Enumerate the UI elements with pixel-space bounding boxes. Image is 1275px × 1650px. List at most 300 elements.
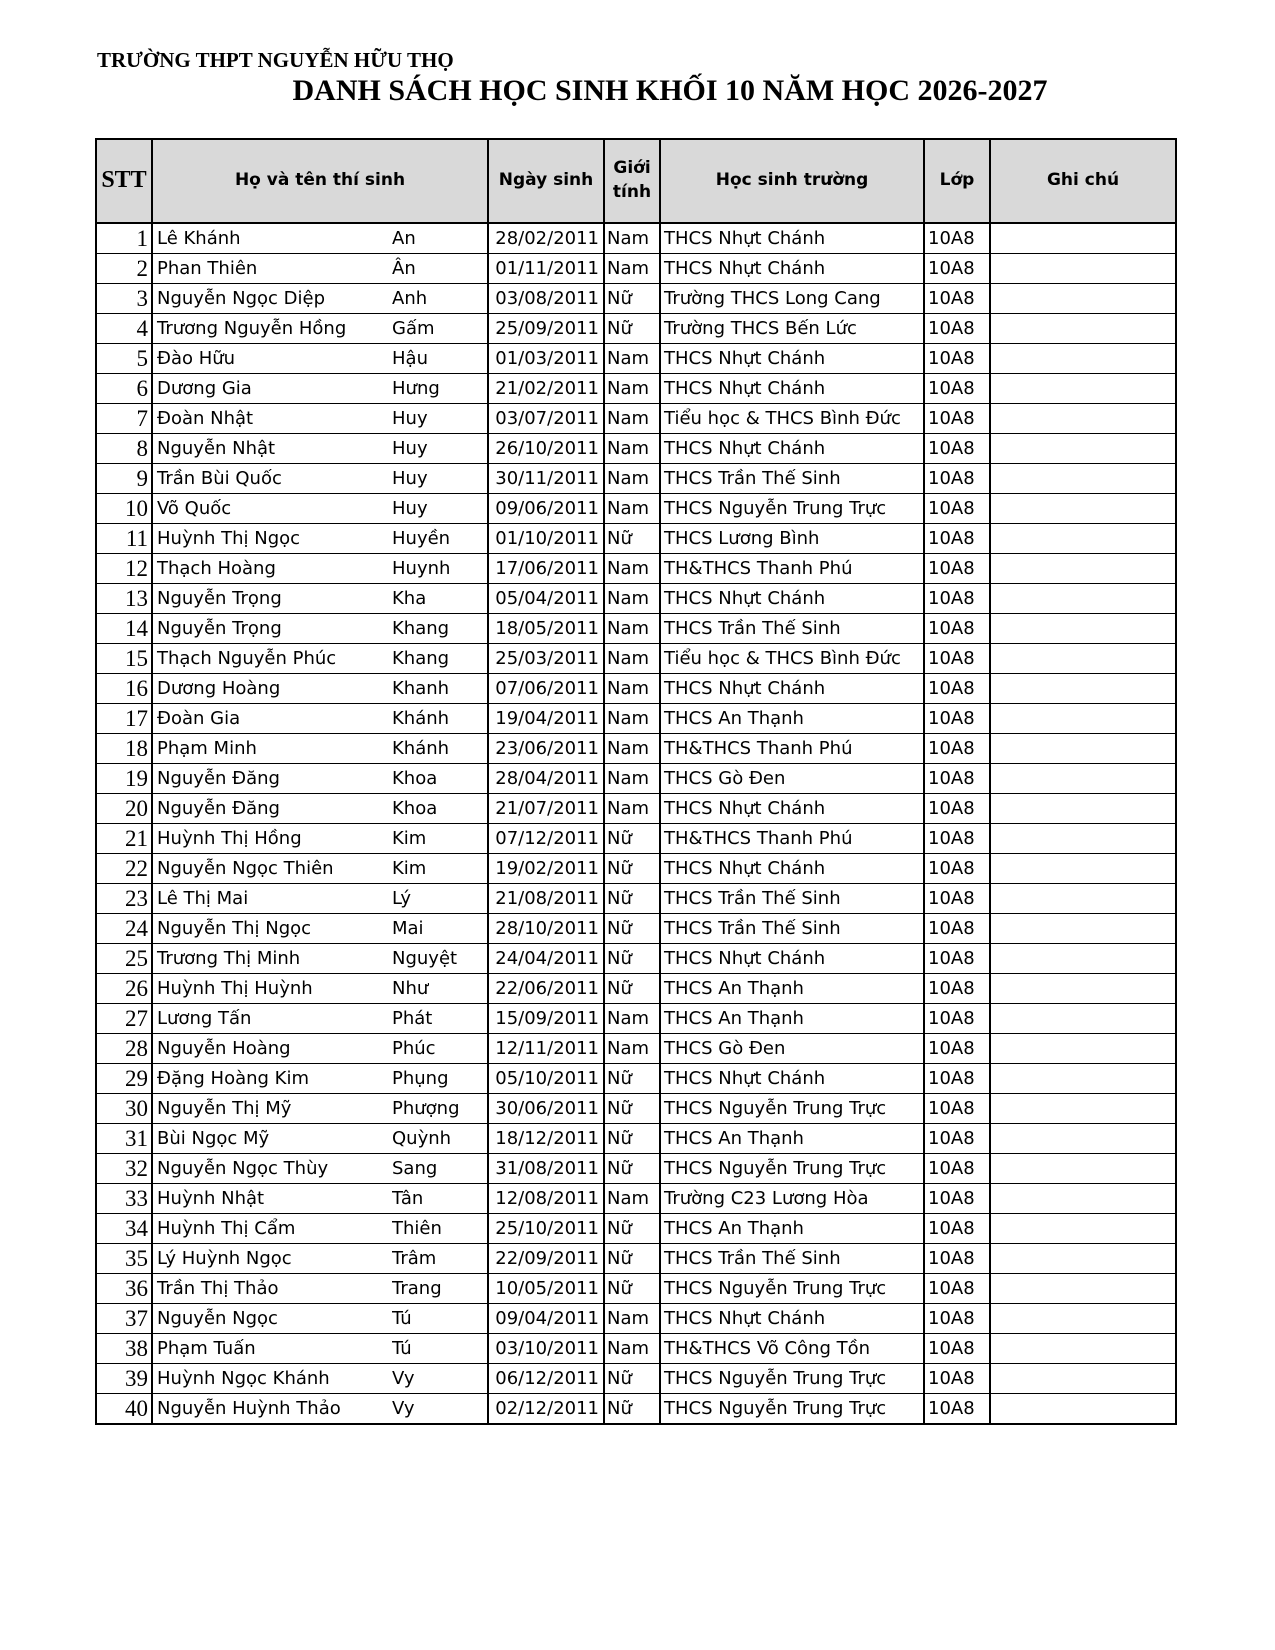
cell-first-name: Kim	[392, 854, 488, 884]
table-row	[96, 254, 1176, 284]
table-row	[96, 1034, 1176, 1064]
cell-gender: Nam	[604, 254, 660, 284]
cell-gender: Nam	[604, 464, 660, 494]
cell-class: 10A8	[924, 314, 990, 344]
cell-class: 10A8	[924, 974, 990, 1004]
cell-gender: Nữ	[604, 974, 660, 1004]
cell-note	[990, 524, 1176, 554]
cell-stt: 6	[96, 374, 152, 404]
cell-previous-school: THCS Trần Thế Sinh	[660, 464, 924, 494]
cell-date-of-birth: 05/04/2011	[488, 584, 604, 614]
cell-date-of-birth: 01/03/2011	[488, 344, 604, 374]
table-row	[96, 1274, 1176, 1304]
cell-date-of-birth: 17/06/2011	[488, 554, 604, 584]
cell-gender: Nam	[604, 764, 660, 794]
cell-note	[990, 494, 1176, 524]
cell-note	[990, 344, 1176, 374]
table-row	[96, 464, 1176, 494]
cell-date-of-birth: 09/04/2011	[488, 1304, 604, 1334]
cell-gender: Nữ	[604, 1124, 660, 1154]
cell-first-name: Nguyệt	[392, 944, 488, 974]
document-title: DANH SÁCH HỌC SINH KHỐI 10 NĂM HỌC 2026-2027	[292, 74, 1048, 107]
table-row	[96, 734, 1176, 764]
cell-note	[990, 1304, 1176, 1334]
cell-date-of-birth: 07/12/2011	[488, 824, 604, 854]
cell-class: 10A8	[924, 644, 990, 674]
cell-first-name: Gấm	[392, 314, 488, 344]
cell-note	[990, 944, 1176, 974]
cell-date-of-birth: 26/10/2011	[488, 434, 604, 464]
cell-last-name: Nguyễn Ngọc Thiên	[152, 854, 392, 884]
cell-gender: Nam	[604, 223, 660, 254]
cell-previous-school: THCS An Thạnh	[660, 1214, 924, 1244]
table-row	[96, 704, 1176, 734]
cell-first-name: Tân	[392, 1184, 488, 1214]
cell-class: 10A8	[924, 404, 990, 434]
cell-previous-school: THCS Lương Bình	[660, 524, 924, 554]
cell-previous-school: THCS Gò Đen	[660, 764, 924, 794]
cell-class: 10A8	[924, 1244, 990, 1274]
cell-date-of-birth: 21/02/2011	[488, 374, 604, 404]
table-row	[96, 524, 1176, 554]
cell-last-name: Đào Hữu	[152, 344, 392, 374]
student-list-table	[95, 138, 1177, 1425]
cell-class: 10A8	[924, 464, 990, 494]
cell-previous-school: TH&THCS Thanh Phú	[660, 554, 924, 584]
cell-date-of-birth: 15/09/2011	[488, 1004, 604, 1034]
cell-stt: 23	[96, 884, 152, 914]
cell-last-name: Nguyễn Thị Mỹ	[152, 1094, 392, 1124]
cell-stt: 27	[96, 1004, 152, 1034]
table-row	[96, 764, 1176, 794]
cell-gender: Nam	[604, 1184, 660, 1214]
cell-date-of-birth: 18/12/2011	[488, 1124, 604, 1154]
cell-class: 10A8	[924, 674, 990, 704]
cell-gender: Nữ	[604, 1154, 660, 1184]
cell-stt: 20	[96, 794, 152, 824]
cell-last-name: Đoàn Gia	[152, 704, 392, 734]
table-row	[96, 284, 1176, 314]
cell-gender: Nam	[604, 704, 660, 734]
cell-note	[990, 1334, 1176, 1364]
table-row	[96, 614, 1176, 644]
cell-class: 10A8	[924, 734, 990, 764]
cell-last-name: Nguyễn Đăng	[152, 794, 392, 824]
cell-first-name: Kha	[392, 584, 488, 614]
cell-last-name: Lương Tấn	[152, 1004, 392, 1034]
cell-first-name: Kim	[392, 824, 488, 854]
cell-previous-school: THCS Nguyễn Trung Trực	[660, 1394, 924, 1425]
cell-first-name: Trang	[392, 1274, 488, 1304]
table-row	[96, 404, 1176, 434]
cell-last-name: Thạch Hoàng	[152, 554, 392, 584]
cell-class: 10A8	[924, 254, 990, 284]
cell-last-name: Dương Gia	[152, 374, 392, 404]
cell-class: 10A8	[924, 284, 990, 314]
cell-first-name: An	[392, 223, 488, 254]
cell-gender: Nữ	[604, 1274, 660, 1304]
cell-note	[990, 1124, 1176, 1154]
cell-gender: Nữ	[604, 914, 660, 944]
cell-date-of-birth: 18/05/2011	[488, 614, 604, 644]
table-row	[96, 1334, 1176, 1364]
cell-class: 10A8	[924, 1214, 990, 1244]
cell-gender: Nam	[604, 554, 660, 584]
cell-previous-school: Tiểu học & THCS Bình Đức	[660, 404, 924, 434]
header-full-name: Họ và tên thí sinh	[152, 139, 488, 223]
cell-gender: Nam	[604, 734, 660, 764]
table-row	[96, 794, 1176, 824]
table-row	[96, 374, 1176, 404]
table-row	[96, 434, 1176, 464]
cell-date-of-birth: 07/06/2011	[488, 674, 604, 704]
cell-last-name: Bùi Ngọc Mỹ	[152, 1124, 392, 1154]
cell-last-name: Nguyễn Trọng	[152, 584, 392, 614]
cell-first-name: Huy	[392, 494, 488, 524]
cell-first-name: Huy	[392, 464, 488, 494]
cell-stt: 36	[96, 1274, 152, 1304]
header-date-of-birth: Ngày sinh	[488, 139, 604, 223]
table-row	[96, 1244, 1176, 1274]
cell-stt: 22	[96, 854, 152, 884]
cell-previous-school: THCS An Thạnh	[660, 1004, 924, 1034]
cell-last-name: Đoàn Nhật	[152, 404, 392, 434]
cell-previous-school: Trường THCS Long Cang	[660, 284, 924, 314]
cell-class: 10A8	[924, 884, 990, 914]
cell-gender: Nam	[604, 674, 660, 704]
header-gender-line1: Giới	[613, 158, 651, 179]
header-gender	[604, 139, 660, 223]
cell-previous-school: THCS Nhựt Chánh	[660, 794, 924, 824]
cell-stt: 1	[96, 223, 152, 254]
cell-class: 10A8	[924, 1334, 990, 1364]
cell-stt: 13	[96, 584, 152, 614]
cell-note	[990, 794, 1176, 824]
table-row	[96, 914, 1176, 944]
cell-class: 10A8	[924, 1064, 990, 1094]
cell-stt: 12	[96, 554, 152, 584]
cell-first-name: Vy	[392, 1394, 488, 1425]
table-row	[96, 854, 1176, 884]
cell-stt: 17	[96, 704, 152, 734]
cell-stt: 10	[96, 494, 152, 524]
table-row	[96, 314, 1176, 344]
cell-stt: 25	[96, 944, 152, 974]
cell-last-name: Nguyễn Trọng	[152, 614, 392, 644]
cell-class: 10A8	[924, 1364, 990, 1394]
cell-gender: Nam	[604, 1034, 660, 1064]
cell-class: 10A8	[924, 1394, 990, 1425]
cell-note	[990, 614, 1176, 644]
cell-gender: Nam	[604, 644, 660, 674]
cell-gender: Nam	[604, 434, 660, 464]
cell-stt: 9	[96, 464, 152, 494]
cell-last-name: Lê Thị Mai	[152, 884, 392, 914]
cell-gender: Nam	[604, 1004, 660, 1034]
cell-note	[990, 914, 1176, 944]
table-row	[96, 1064, 1176, 1094]
cell-class: 10A8	[924, 1034, 990, 1064]
cell-date-of-birth: 25/03/2011	[488, 644, 604, 674]
cell-stt: 35	[96, 1244, 152, 1274]
cell-date-of-birth: 09/06/2011	[488, 494, 604, 524]
cell-date-of-birth: 30/06/2011	[488, 1094, 604, 1124]
cell-first-name: Anh	[392, 284, 488, 314]
header-note: Ghi chú	[990, 139, 1176, 223]
cell-stt: 38	[96, 1334, 152, 1364]
cell-gender: Nam	[604, 404, 660, 434]
cell-first-name: Trâm	[392, 1244, 488, 1274]
cell-last-name: Huỳnh Thị Hồng	[152, 824, 392, 854]
header-gender-line2: tính	[612, 182, 652, 202]
cell-previous-school: THCS Nhựt Chánh	[660, 374, 924, 404]
cell-gender: Nam	[604, 1304, 660, 1334]
cell-first-name: Hậu	[392, 344, 488, 374]
table-row	[96, 223, 1176, 254]
cell-first-name: Vy	[392, 1364, 488, 1394]
cell-note	[990, 434, 1176, 464]
table-row	[96, 344, 1176, 374]
cell-note	[990, 764, 1176, 794]
cell-class: 10A8	[924, 554, 990, 584]
cell-stt: 14	[96, 614, 152, 644]
cell-gender: Nữ	[604, 524, 660, 554]
cell-stt: 26	[96, 974, 152, 1004]
cell-stt: 3	[96, 284, 152, 314]
cell-last-name: Huỳnh Thị Cẩm	[152, 1214, 392, 1244]
cell-note	[990, 1214, 1176, 1244]
cell-last-name: Võ Quốc	[152, 494, 392, 524]
cell-note	[990, 974, 1176, 1004]
cell-gender: Nam	[604, 374, 660, 404]
cell-first-name: Khang	[392, 614, 488, 644]
cell-stt: 4	[96, 314, 152, 344]
cell-previous-school: Tiểu học & THCS Bình Đức	[660, 644, 924, 674]
cell-date-of-birth: 28/04/2011	[488, 764, 604, 794]
cell-gender: Nữ	[604, 1244, 660, 1274]
cell-gender: Nữ	[604, 884, 660, 914]
cell-gender: Nữ	[604, 1394, 660, 1425]
cell-class: 10A8	[924, 1124, 990, 1154]
table-row	[96, 1004, 1176, 1034]
cell-previous-school: THCS Nhựt Chánh	[660, 344, 924, 374]
cell-previous-school: THCS Nhựt Chánh	[660, 434, 924, 464]
cell-stt: 39	[96, 1364, 152, 1394]
cell-date-of-birth: 22/06/2011	[488, 974, 604, 1004]
cell-last-name: Phạm Minh	[152, 734, 392, 764]
cell-last-name: Nguyễn Hoàng	[152, 1034, 392, 1064]
cell-gender: Nữ	[604, 1364, 660, 1394]
cell-date-of-birth: 25/09/2011	[488, 314, 604, 344]
cell-date-of-birth: 28/02/2011	[488, 223, 604, 254]
cell-stt: 21	[96, 824, 152, 854]
cell-last-name: Trần Thị Thảo	[152, 1274, 392, 1304]
cell-previous-school: THCS Nguyễn Trung Trực	[660, 1364, 924, 1394]
cell-class: 10A8	[924, 944, 990, 974]
cell-class: 10A8	[924, 614, 990, 644]
cell-last-name: Trương Thị Minh	[152, 944, 392, 974]
table-row	[96, 1184, 1176, 1214]
cell-note	[990, 374, 1176, 404]
cell-class: 10A8	[924, 434, 990, 464]
cell-note	[990, 734, 1176, 764]
table-row	[96, 974, 1176, 1004]
cell-first-name: Huynh	[392, 554, 488, 584]
cell-note	[990, 644, 1176, 674]
cell-last-name: Nguyễn Huỳnh Thảo	[152, 1394, 392, 1425]
cell-first-name: Khánh	[392, 734, 488, 764]
cell-previous-school: TH&THCS Thanh Phú	[660, 734, 924, 764]
cell-last-name: Huỳnh Nhật	[152, 1184, 392, 1214]
cell-class: 10A8	[924, 854, 990, 884]
table-row	[96, 674, 1176, 704]
cell-previous-school: THCS Nguyễn Trung Trực	[660, 1154, 924, 1184]
cell-note	[990, 674, 1176, 704]
cell-class: 10A8	[924, 914, 990, 944]
cell-first-name: Như	[392, 974, 488, 1004]
cell-note	[990, 1394, 1176, 1425]
cell-previous-school: THCS An Thạnh	[660, 1124, 924, 1154]
cell-previous-school: THCS Trần Thế Sinh	[660, 614, 924, 644]
cell-date-of-birth: 12/08/2011	[488, 1184, 604, 1214]
cell-note	[990, 1064, 1176, 1094]
cell-date-of-birth: 10/05/2011	[488, 1274, 604, 1304]
cell-first-name: Phát	[392, 1004, 488, 1034]
cell-previous-school: TH&THCS Võ Công Tồn	[660, 1334, 924, 1364]
cell-first-name: Khoa	[392, 764, 488, 794]
cell-first-name: Thiên	[392, 1214, 488, 1244]
cell-previous-school: THCS Nguyễn Trung Trực	[660, 494, 924, 524]
cell-stt: 32	[96, 1154, 152, 1184]
cell-previous-school: THCS Nhựt Chánh	[660, 1304, 924, 1334]
cell-note	[990, 1244, 1176, 1274]
cell-gender: Nam	[604, 494, 660, 524]
cell-previous-school: THCS Trần Thế Sinh	[660, 1244, 924, 1274]
header-class: Lớp	[924, 139, 990, 223]
table-row	[96, 1214, 1176, 1244]
cell-first-name: Huyền	[392, 524, 488, 554]
cell-previous-school: THCS Nguyễn Trung Trực	[660, 1274, 924, 1304]
cell-note	[990, 223, 1176, 254]
cell-gender: Nam	[604, 1334, 660, 1364]
cell-class: 10A8	[924, 1154, 990, 1184]
cell-date-of-birth: 28/10/2011	[488, 914, 604, 944]
school-name: TRƯỜNG THPT NGUYỄN HỮU THỌ	[97, 48, 454, 72]
cell-first-name: Tú	[392, 1334, 488, 1364]
table-row	[96, 584, 1176, 614]
cell-class: 10A8	[924, 344, 990, 374]
cell-first-name: Khang	[392, 644, 488, 674]
cell-first-name: Hưng	[392, 374, 488, 404]
cell-class: 10A8	[924, 764, 990, 794]
cell-stt: 31	[96, 1124, 152, 1154]
cell-gender: Nam	[604, 584, 660, 614]
table-row	[96, 1154, 1176, 1184]
cell-date-of-birth: 01/11/2011	[488, 254, 604, 284]
table-header-row	[96, 139, 1176, 223]
cell-last-name: Thạch Nguyễn Phúc	[152, 644, 392, 674]
cell-stt: 11	[96, 524, 152, 554]
cell-last-name: Huỳnh Thị Ngọc	[152, 524, 392, 554]
cell-gender: Nam	[604, 794, 660, 824]
cell-last-name: Nguyễn Ngọc Thùy	[152, 1154, 392, 1184]
cell-date-of-birth: 23/06/2011	[488, 734, 604, 764]
cell-class: 10A8	[924, 494, 990, 524]
cell-previous-school: THCS Nhựt Chánh	[660, 944, 924, 974]
cell-gender: Nữ	[604, 284, 660, 314]
cell-last-name: Lê Khánh	[152, 223, 392, 254]
cell-last-name: Phạm Tuấn	[152, 1334, 392, 1364]
cell-note	[990, 554, 1176, 584]
cell-stt: 40	[96, 1394, 152, 1425]
cell-date-of-birth: 24/04/2011	[488, 944, 604, 974]
cell-note	[990, 824, 1176, 854]
cell-date-of-birth: 19/04/2011	[488, 704, 604, 734]
cell-stt: 33	[96, 1184, 152, 1214]
table-row	[96, 1094, 1176, 1124]
cell-gender: Nữ	[604, 944, 660, 974]
cell-previous-school: THCS An Thạnh	[660, 704, 924, 734]
cell-previous-school: THCS Gò Đen	[660, 1034, 924, 1064]
table-row	[96, 1124, 1176, 1154]
cell-last-name: Nguyễn Ngọc	[152, 1304, 392, 1334]
cell-previous-school: TH&THCS Thanh Phú	[660, 824, 924, 854]
cell-date-of-birth: 30/11/2011	[488, 464, 604, 494]
cell-gender: Nữ	[604, 854, 660, 884]
cell-stt: 24	[96, 914, 152, 944]
cell-stt: 30	[96, 1094, 152, 1124]
cell-gender: Nữ	[604, 314, 660, 344]
cell-date-of-birth: 01/10/2011	[488, 524, 604, 554]
cell-class: 10A8	[924, 1094, 990, 1124]
header-previous-school: Học sinh trường	[660, 139, 924, 223]
cell-class: 10A8	[924, 1304, 990, 1334]
cell-date-of-birth: 03/07/2011	[488, 404, 604, 434]
cell-note	[990, 464, 1176, 494]
cell-stt: 16	[96, 674, 152, 704]
cell-date-of-birth: 02/12/2011	[488, 1394, 604, 1425]
cell-last-name: Trần Bùi Quốc	[152, 464, 392, 494]
cell-stt: 29	[96, 1064, 152, 1094]
cell-date-of-birth: 19/02/2011	[488, 854, 604, 884]
table-row	[96, 554, 1176, 584]
cell-note	[990, 1154, 1176, 1184]
cell-gender: Nữ	[604, 824, 660, 854]
cell-note	[990, 884, 1176, 914]
cell-first-name: Phúc	[392, 1034, 488, 1064]
table-row	[96, 1364, 1176, 1394]
cell-stt: 7	[96, 404, 152, 434]
cell-class: 10A8	[924, 1004, 990, 1034]
cell-last-name: Phan Thiên	[152, 254, 392, 284]
cell-gender: Nữ	[604, 1064, 660, 1094]
cell-last-name: Đặng Hoàng Kim	[152, 1064, 392, 1094]
cell-date-of-birth: 12/11/2011	[488, 1034, 604, 1064]
cell-gender: Nam	[604, 614, 660, 644]
cell-first-name: Phụng	[392, 1064, 488, 1094]
cell-last-name: Nguyễn Ngọc Diệp	[152, 284, 392, 314]
cell-previous-school: THCS Trần Thế Sinh	[660, 884, 924, 914]
cell-previous-school: THCS Nhựt Chánh	[660, 584, 924, 614]
cell-first-name: Khanh	[392, 674, 488, 704]
cell-date-of-birth: 06/12/2011	[488, 1364, 604, 1394]
cell-class: 10A8	[924, 704, 990, 734]
cell-date-of-birth: 05/10/2011	[488, 1064, 604, 1094]
cell-previous-school: THCS Nhựt Chánh	[660, 254, 924, 284]
cell-previous-school: THCS An Thạnh	[660, 974, 924, 1004]
cell-previous-school: THCS Nguyễn Trung Trực	[660, 1094, 924, 1124]
table-row	[96, 884, 1176, 914]
